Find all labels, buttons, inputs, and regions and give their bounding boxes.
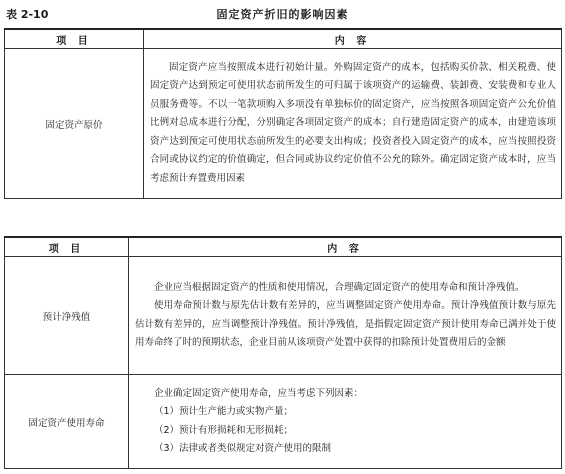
row-content	[129, 257, 562, 375]
table-row-residual-value	[5, 257, 562, 375]
depreciation-factors-table-2	[4, 236, 562, 469]
header-item: 项 目	[5, 237, 129, 257]
row-item-label: 预计净残值	[5, 257, 129, 375]
row-content	[144, 49, 562, 199]
row-content	[129, 375, 562, 469]
header-item: 项 目	[5, 29, 144, 49]
table-header-row	[5, 237, 562, 257]
header-content: 内 容	[129, 237, 562, 257]
table-row-useful-life	[5, 375, 562, 469]
table-caption	[6, 6, 559, 22]
table-row-original-cost	[5, 49, 562, 199]
list-item: （2）预计有形损耗和无形损耗；	[154, 424, 294, 436]
row-item-label: 固定资产原价	[5, 49, 144, 199]
content-paragraph: 企业应当根据固定资产的性质和使用情况，合理确定固定资产的使用寿命和预计净残值。	[154, 281, 525, 293]
table-number: 表 2-10	[6, 8, 49, 21]
content-intro: 企业确定固定资产使用寿命，应当考虑下列因素：	[154, 387, 364, 399]
header-content: 内 容	[144, 29, 562, 49]
list-item: （1）预计生产能力或实物产量；	[154, 406, 294, 417]
table-title: 固定资产折旧的影响因素	[216, 8, 349, 21]
content-paragraph: 固定资产应当按照成本进行初始计量。外购固定资产的成本，包括购买价款、相关税费、使固定资产达到预定可使用状态前所发生的可归属于该项资产的运输费、装卸费、安装费和专业人员服务费等。不以一笔款项购入多项没有单独标价的固定资产，应当按照各项固定资产公允价值比例对总成本进行分配，分别确定各项固定资产的成本；自行建造固定资产的成本，由建造该项资产达到预定可使用状态前所发生的必要支出构成；投资者投入固定资产的成本，应当按照投资合同或协议约定的价值确定，但合同或协议约定价值不公允的除外。确定固定资产成本时，应当考虑预计弃置费用因素	[150, 61, 556, 184]
row-item-label: 固定资产使用寿命	[5, 375, 129, 469]
content-paragraph: 使用寿命预计数与原先估计数有差异的，应当调整固定资产使用寿命。预计净残值预计数与原先估计数有差异的，应当调整预计净残值。预计净残值，是指假定固定资产预计使用寿命已满并处于使用寿命终了时的预期状态，企业目前从该项资产处置中获得的扣除预计处置费用后的金额	[135, 300, 556, 348]
depreciation-factors-table-1	[4, 28, 562, 199]
table-header-row	[5, 29, 562, 49]
list-item: （3）法律或者类似规定对资产使用的限制	[154, 443, 332, 454]
